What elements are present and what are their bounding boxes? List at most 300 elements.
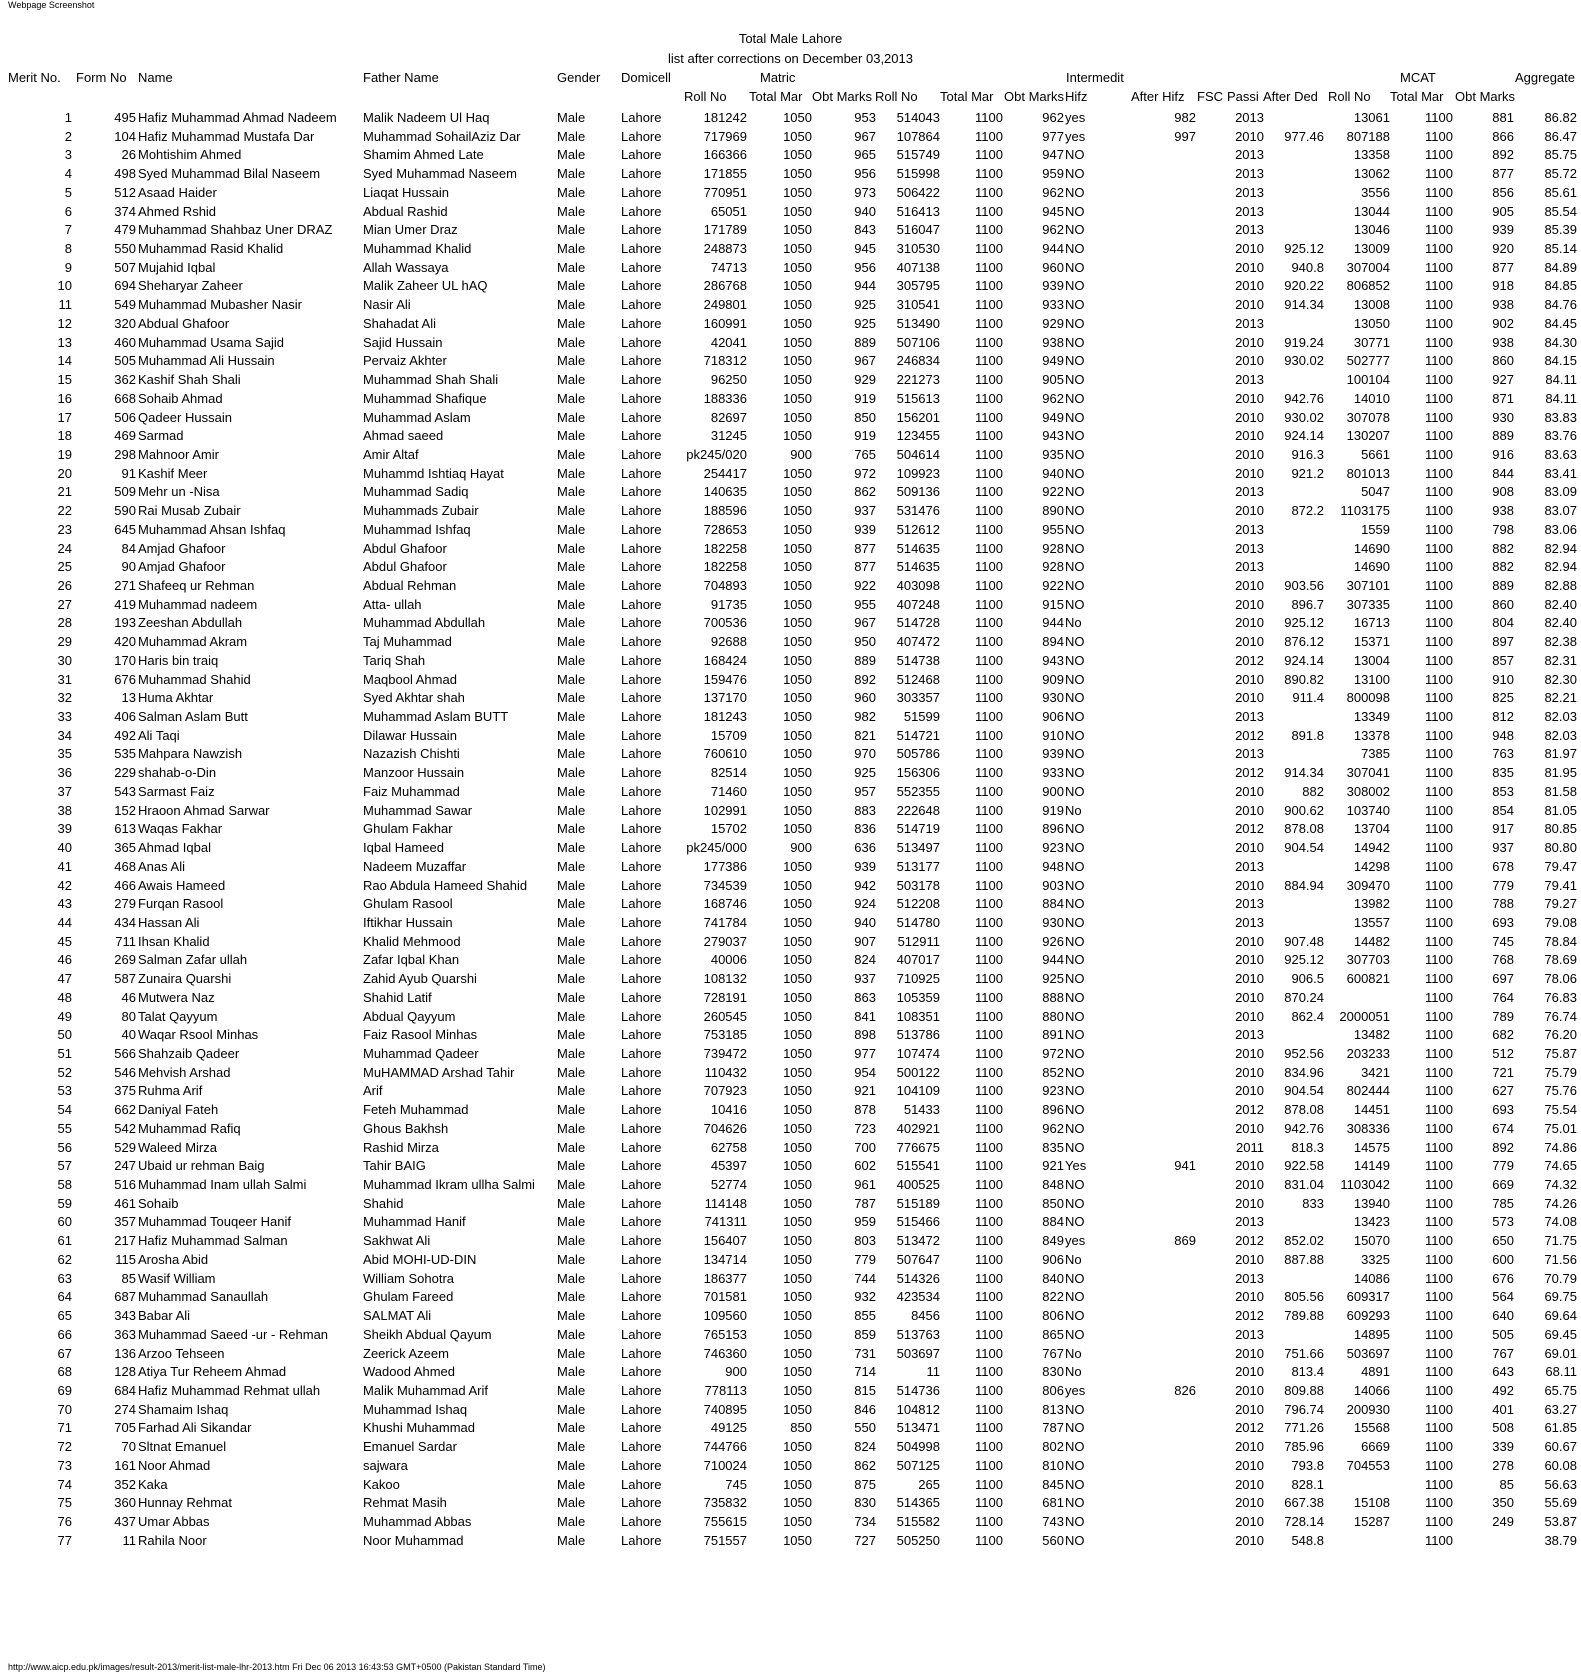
matric-obtained: 924 bbox=[854, 896, 876, 912]
gender: Male bbox=[557, 1139, 586, 1155]
mcat-obtained: 339 bbox=[1492, 1439, 1514, 1455]
domicile: Lahore bbox=[621, 727, 662, 743]
mcat-obtained: 350 bbox=[1492, 1495, 1514, 1511]
merit-no: 28 bbox=[57, 615, 72, 631]
fsc-year: 2013 bbox=[1235, 1270, 1264, 1286]
merit-no: 55 bbox=[57, 1120, 72, 1136]
after-deduction: 919.24 bbox=[1284, 334, 1324, 350]
fsc-year: 2010 bbox=[1235, 1457, 1264, 1473]
inter-total: 1100 bbox=[975, 372, 1003, 388]
form-no: 506 bbox=[114, 409, 136, 425]
matric-obtained: 700 bbox=[854, 1139, 876, 1155]
aggregate: 85.72 bbox=[1544, 166, 1577, 182]
matric-roll-no: 114148 bbox=[704, 1195, 747, 1211]
fsc-year: 2013 bbox=[1235, 147, 1264, 163]
candidate-name: Muhammad Usama Sajid bbox=[138, 334, 284, 350]
mcat-total: 1100 bbox=[1425, 821, 1453, 837]
gender: Male bbox=[557, 1027, 586, 1043]
candidate-name: Muhammad Rafiq bbox=[138, 1120, 241, 1136]
hifz-flag: NO bbox=[1065, 521, 1085, 537]
after-deduction: 903.56 bbox=[1284, 578, 1324, 593]
mcat-obtained: 853 bbox=[1492, 783, 1514, 799]
candidate-name: Muhammad Shahbaz Uner DRAZ bbox=[138, 222, 333, 238]
matric-roll-no: 171855 bbox=[703, 166, 747, 182]
hifz-flag: yes bbox=[1065, 1233, 1086, 1249]
matric-roll-no: 74713 bbox=[710, 259, 747, 275]
fsc-year: 2010 bbox=[1235, 971, 1264, 987]
father-name: Muhammad Aslam bbox=[363, 409, 471, 425]
mcat-roll-no: 13378 bbox=[1353, 727, 1390, 743]
header-matric-total: Total Mar bbox=[749, 89, 803, 104]
inter-roll-no: 505250 bbox=[896, 1532, 940, 1548]
form-no: 535 bbox=[114, 746, 136, 762]
table-row bbox=[0, 896, 1581, 916]
matric-obtained: 950 bbox=[854, 634, 876, 650]
aggregate: 74.65 bbox=[1544, 1158, 1577, 1174]
father-name: Malik Muhammad Arif bbox=[363, 1382, 488, 1398]
mcat-obtained: 908 bbox=[1492, 484, 1514, 500]
fsc-year: 2012 bbox=[1235, 821, 1264, 837]
aggregate: 84.15 bbox=[1544, 353, 1577, 369]
gender: Male bbox=[557, 353, 586, 369]
merit-no: 66 bbox=[57, 1326, 72, 1342]
matric-obtained: 919 bbox=[854, 390, 876, 406]
inter-total: 1100 bbox=[975, 989, 1003, 1005]
matric-total: 1050 bbox=[783, 1139, 812, 1155]
candidate-name: Asaad Haider bbox=[138, 184, 217, 200]
mcat-roll-no: 15108 bbox=[1353, 1495, 1390, 1511]
gender: Male bbox=[557, 1214, 586, 1230]
hifz-flag: NO bbox=[1065, 727, 1085, 743]
matric-roll-no: 62758 bbox=[710, 1139, 747, 1155]
inter-obtained: 880 bbox=[1042, 1008, 1064, 1024]
candidate-name: Qadeer Hussain bbox=[138, 409, 232, 425]
inter-total: 1100 bbox=[975, 1289, 1003, 1305]
table-row bbox=[0, 129, 1581, 149]
inter-obtained: 888 bbox=[1042, 989, 1064, 1005]
matric-roll-no: 279037 bbox=[703, 933, 747, 949]
inter-roll-no: 123455 bbox=[896, 428, 940, 444]
inter-roll-no: 514721 bbox=[896, 727, 940, 743]
mcat-roll-no: 13704 bbox=[1353, 821, 1390, 837]
matric-total: 1050 bbox=[783, 559, 812, 575]
fsc-year: 2010 bbox=[1235, 259, 1264, 275]
mcat-roll-no: 704553 bbox=[1346, 1457, 1390, 1473]
mcat-total: 1100 bbox=[1425, 297, 1453, 313]
father-name: SALMAT Ali bbox=[363, 1308, 432, 1324]
matric-roll-no: 751557 bbox=[703, 1532, 747, 1548]
hifz-flag: NO bbox=[1065, 971, 1085, 987]
inter-total: 1100 bbox=[975, 652, 1003, 668]
merit-no: 71 bbox=[57, 1420, 72, 1436]
father-name: Muhammad Aslam BUTT bbox=[363, 709, 509, 725]
mcat-roll-no: 13423 bbox=[1353, 1214, 1390, 1230]
mcat-obtained: 674 bbox=[1492, 1120, 1514, 1136]
fsc-year: 2013 bbox=[1235, 203, 1264, 219]
after-deduction: 914.34 bbox=[1284, 765, 1324, 781]
hifz-flag: NO bbox=[1065, 1120, 1085, 1136]
domicile: Lahore bbox=[621, 896, 662, 912]
table-row bbox=[0, 934, 1581, 954]
inter-roll-no: 509136 bbox=[896, 484, 940, 500]
matric-total: 1050 bbox=[783, 1046, 812, 1061]
inter-total: 1100 bbox=[975, 222, 1003, 238]
header-merit: Merit No. bbox=[8, 70, 61, 85]
mcat-total: 1100 bbox=[1425, 559, 1453, 575]
inter-total: 1100 bbox=[975, 1027, 1003, 1043]
domicile: Lahore bbox=[621, 540, 662, 556]
mcat-total: 1100 bbox=[1425, 1495, 1453, 1511]
candidate-name: Amjad Ghafoor bbox=[138, 559, 226, 575]
table-row bbox=[0, 559, 1581, 579]
aggregate: 82.31 bbox=[1544, 652, 1577, 668]
inter-total: 1100 bbox=[975, 334, 1003, 350]
merit-no: 72 bbox=[57, 1439, 72, 1455]
mcat-total: 1100 bbox=[1425, 989, 1453, 1005]
inter-total: 1100 bbox=[975, 110, 1003, 125]
hifz-flag: NO bbox=[1065, 559, 1085, 575]
domicile: Lahore bbox=[621, 783, 662, 799]
matric-obtained: 942 bbox=[854, 877, 876, 893]
matric-obtained: 836 bbox=[854, 821, 876, 837]
mcat-obtained: 892 bbox=[1492, 147, 1514, 163]
father-name: Shahid Latif bbox=[363, 989, 432, 1005]
gender: Male bbox=[557, 465, 586, 481]
inter-total: 1100 bbox=[975, 1514, 1003, 1529]
father-name: Rehmat Masih bbox=[363, 1495, 447, 1511]
inter-obtained: 962 bbox=[1042, 222, 1064, 238]
after-deduction: 796.74 bbox=[1284, 1401, 1324, 1417]
after-deduction: 977.46 bbox=[1284, 128, 1324, 144]
inter-total: 1100 bbox=[975, 390, 1003, 406]
father-name: Tahir BAIG bbox=[363, 1158, 426, 1174]
domicile: Lahore bbox=[621, 1401, 662, 1417]
domicile: Lahore bbox=[621, 578, 662, 593]
matric-obtained: 925 bbox=[854, 765, 876, 781]
form-no: 711 bbox=[115, 933, 136, 949]
mcat-roll-no: 14895 bbox=[1353, 1326, 1390, 1342]
inter-obtained: 905 bbox=[1042, 372, 1064, 388]
after-deduction: 890.82 bbox=[1284, 671, 1324, 687]
mcat-roll-no: 309470 bbox=[1346, 877, 1390, 893]
gender: Male bbox=[557, 877, 586, 893]
candidate-name: Furqan Rasool bbox=[138, 896, 224, 912]
hifz-flag: NO bbox=[1065, 222, 1085, 238]
hifz-flag: NO bbox=[1065, 596, 1085, 612]
hifz-flag: yes bbox=[1065, 110, 1086, 125]
merit-no: 41 bbox=[57, 858, 72, 874]
mcat-obtained: 492 bbox=[1492, 1382, 1514, 1398]
mcat-roll-no: 103740 bbox=[1346, 802, 1390, 818]
inter-roll-no: 512468 bbox=[896, 671, 940, 687]
matric-total: 1050 bbox=[783, 540, 812, 556]
merit-no: 74 bbox=[57, 1476, 72, 1492]
fsc-year: 2010 bbox=[1235, 1289, 1264, 1305]
gender: Male bbox=[557, 147, 586, 163]
inter-obtained: 910 bbox=[1042, 727, 1064, 743]
father-name: Muhammad Abbas bbox=[363, 1514, 472, 1529]
inter-obtained: 896 bbox=[1042, 1102, 1064, 1118]
matric-roll-no: 65051 bbox=[710, 203, 747, 219]
matric-roll-no: 755615 bbox=[703, 1514, 747, 1529]
table-row bbox=[0, 1009, 1581, 1029]
table-row bbox=[0, 709, 1581, 729]
candidate-name: Rahila Noor bbox=[138, 1532, 207, 1548]
hifz-flag: NO bbox=[1065, 1514, 1085, 1529]
table-row bbox=[0, 1252, 1581, 1272]
mcat-obtained: 676 bbox=[1492, 1270, 1514, 1286]
candidate-name: Zeeshan Abdullah bbox=[138, 615, 243, 631]
fsc-year: 2012 bbox=[1235, 765, 1264, 781]
form-no: 279 bbox=[114, 896, 136, 912]
father-name: Abdul Ghafoor bbox=[363, 540, 447, 556]
mcat-obtained: 920 bbox=[1492, 241, 1514, 257]
inter-roll-no: 11 bbox=[926, 1364, 940, 1380]
father-name: Rao Abdula Hameed Shahid bbox=[363, 877, 528, 893]
after-deduction: 921.2 bbox=[1291, 465, 1324, 481]
inter-total: 1100 bbox=[975, 1420, 1003, 1436]
matric-roll-no: 96250 bbox=[710, 372, 747, 388]
gender: Male bbox=[557, 821, 586, 837]
inter-obtained: 813 bbox=[1042, 1401, 1064, 1417]
form-no: 566 bbox=[114, 1046, 136, 1061]
inter-total: 1100 bbox=[975, 1476, 1003, 1492]
matric-total: 1050 bbox=[783, 1326, 812, 1342]
matric-obtained: 957 bbox=[854, 783, 876, 799]
mcat-roll-no: 5661 bbox=[1361, 446, 1390, 462]
matric-obtained: 877 bbox=[854, 559, 876, 575]
gender: Male bbox=[557, 1476, 586, 1492]
matric-total: 1050 bbox=[783, 1064, 812, 1080]
mcat-obtained: 779 bbox=[1492, 1158, 1514, 1174]
matric-obtained: 815 bbox=[854, 1382, 876, 1398]
mcat-total: 1100 bbox=[1425, 615, 1453, 631]
candidate-name: Sltnat Emanuel bbox=[138, 1439, 227, 1455]
candidate-name: Hraoon Ahmad Sarwar bbox=[138, 802, 270, 818]
matric-obtained: 714 bbox=[854, 1364, 876, 1380]
matric-obtained: 892 bbox=[854, 671, 876, 687]
merit-no: 58 bbox=[57, 1177, 72, 1193]
matric-roll-no: 765153 bbox=[703, 1326, 747, 1342]
gender: Male bbox=[557, 858, 586, 874]
mcat-total: 1100 bbox=[1425, 1120, 1453, 1136]
table-row bbox=[0, 110, 1581, 130]
aggregate: 75.76 bbox=[1544, 1083, 1577, 1099]
inter-obtained: 933 bbox=[1042, 297, 1064, 313]
header-domicile: Domicell bbox=[621, 70, 671, 85]
inter-roll-no: 512208 bbox=[896, 896, 940, 912]
mcat-total: 1100 bbox=[1425, 1457, 1453, 1473]
matric-total: 1050 bbox=[783, 241, 812, 257]
gender: Male bbox=[557, 1439, 586, 1455]
domicile: Lahore bbox=[621, 1120, 662, 1136]
inter-obtained: 681 bbox=[1042, 1495, 1064, 1511]
mcat-obtained: 401 bbox=[1492, 1401, 1514, 1417]
domicile: Lahore bbox=[621, 559, 662, 575]
inter-total: 1100 bbox=[975, 1214, 1003, 1230]
mcat-roll-no: 308336 bbox=[1346, 1120, 1390, 1136]
candidate-name: Shafeeq ur Rehman bbox=[138, 578, 255, 593]
mcat-obtained: 882 bbox=[1492, 559, 1514, 575]
form-no: 694 bbox=[114, 278, 136, 294]
candidate-name: Muhammad Touqeer Hanif bbox=[138, 1214, 291, 1230]
fsc-year: 2010 bbox=[1235, 446, 1264, 462]
form-no: 343 bbox=[114, 1308, 136, 1324]
domicile: Lahore bbox=[621, 1289, 662, 1305]
matric-total: 1050 bbox=[783, 1289, 812, 1305]
aggregate: 74.08 bbox=[1544, 1214, 1577, 1230]
fsc-year: 2013 bbox=[1235, 1326, 1264, 1342]
matric-total: 1050 bbox=[783, 1308, 812, 1324]
father-name: Muhammad Sadiq bbox=[363, 484, 469, 500]
inter-roll-no: 222648 bbox=[896, 802, 940, 818]
hifz-flag: No bbox=[1065, 1364, 1082, 1380]
father-name: Faiz Rasool Minhas bbox=[363, 1027, 478, 1043]
candidate-name: Salman Zafar ullah bbox=[138, 952, 248, 968]
matric-obtained: 846 bbox=[854, 1401, 876, 1417]
after-deduction: 667.38 bbox=[1284, 1495, 1324, 1511]
merit-no: 5 bbox=[64, 184, 72, 200]
mcat-obtained: 881 bbox=[1492, 110, 1514, 125]
mcat-roll-no: 15287 bbox=[1353, 1514, 1390, 1529]
mcat-total: 1100 bbox=[1425, 409, 1453, 425]
inter-total: 1100 bbox=[975, 315, 1003, 331]
header-name: Name bbox=[138, 70, 173, 85]
mcat-roll-no: 16713 bbox=[1353, 615, 1390, 631]
aggregate: 78.84 bbox=[1544, 933, 1577, 949]
inter-obtained: 945 bbox=[1042, 203, 1064, 219]
matric-total: 1050 bbox=[783, 652, 812, 668]
table-row bbox=[0, 1514, 1581, 1534]
fsc-year: 2012 bbox=[1235, 727, 1264, 743]
domicile: Lahore bbox=[621, 1083, 662, 1099]
merit-no: 60 bbox=[57, 1214, 72, 1230]
inter-total: 1100 bbox=[975, 1008, 1003, 1024]
domicile: Lahore bbox=[621, 1326, 662, 1342]
form-no: 375 bbox=[114, 1083, 136, 1099]
merit-no: 76 bbox=[57, 1514, 72, 1529]
domicile: Lahore bbox=[621, 484, 662, 500]
aggregate: 84.89 bbox=[1544, 259, 1577, 275]
form-no: 479 bbox=[114, 222, 136, 238]
gender: Male bbox=[557, 409, 586, 425]
candidate-name: Rai Musab Zubair bbox=[138, 503, 241, 519]
fsc-year: 2010 bbox=[1235, 128, 1264, 144]
father-name: Muhammad Sawar bbox=[363, 802, 473, 818]
matric-total: 1050 bbox=[783, 1345, 812, 1361]
mcat-total: 1100 bbox=[1425, 147, 1453, 163]
matric-roll-no: 188596 bbox=[703, 503, 747, 519]
mcat-obtained: 897 bbox=[1492, 634, 1514, 650]
merit-no: 2 bbox=[64, 128, 72, 144]
inter-obtained: 806 bbox=[1042, 1308, 1064, 1324]
matric-roll-no: 741311 bbox=[704, 1214, 747, 1230]
table-row bbox=[0, 1233, 1581, 1253]
matric-roll-no: 735832 bbox=[703, 1495, 747, 1511]
mcat-roll-no: 13044 bbox=[1353, 203, 1390, 219]
mcat-obtained: 764 bbox=[1492, 989, 1514, 1005]
inter-roll-no: 310541 bbox=[896, 297, 940, 313]
form-no: 217 bbox=[114, 1233, 136, 1249]
form-no: 26 bbox=[121, 147, 136, 163]
aggregate: 84.11 bbox=[1545, 372, 1577, 388]
candidate-name: Syed Muhammad Bilal Naseem bbox=[138, 166, 321, 182]
fsc-year: 2012 bbox=[1235, 652, 1264, 668]
aggregate: 85.54 bbox=[1544, 203, 1577, 219]
inter-roll-no: 513786 bbox=[896, 1027, 940, 1043]
inter-roll-no: 776675 bbox=[896, 1139, 940, 1155]
inter-roll-no: 402921 bbox=[896, 1120, 940, 1136]
matric-total: 1050 bbox=[783, 709, 812, 725]
after-deduction: 942.76 bbox=[1284, 1120, 1324, 1136]
table-row bbox=[0, 878, 1581, 898]
gender: Male bbox=[557, 184, 586, 200]
inter-roll-no: 710925 bbox=[896, 971, 940, 987]
matric-total: 850 bbox=[790, 1420, 812, 1436]
inter-obtained: 810 bbox=[1042, 1457, 1064, 1473]
gender: Male bbox=[557, 933, 586, 949]
after-deduction: 896.7 bbox=[1291, 596, 1324, 612]
inter-total: 1100 bbox=[975, 1270, 1003, 1286]
after-deduction: 805.56 bbox=[1284, 1289, 1324, 1305]
candidate-name: Muhammad nadeem bbox=[138, 596, 258, 612]
mcat-total: 1100 bbox=[1425, 1514, 1453, 1529]
mcat-total: 1100 bbox=[1425, 952, 1453, 968]
merit-no: 68 bbox=[57, 1364, 72, 1380]
gender: Male bbox=[557, 128, 586, 144]
mcat-total: 1100 bbox=[1425, 877, 1453, 893]
father-name: Zafar Iqbal Khan bbox=[363, 952, 460, 968]
fsc-year: 2010 bbox=[1235, 1008, 1264, 1024]
matric-obtained: 940 bbox=[854, 914, 876, 930]
merit-no: 57 bbox=[57, 1158, 72, 1174]
mcat-roll-no: 3421 bbox=[1361, 1064, 1390, 1080]
inter-roll-no: 514635 bbox=[896, 559, 940, 575]
form-no: 269 bbox=[114, 952, 136, 968]
matric-obtained: 937 bbox=[854, 971, 876, 987]
matric-obtained: 787 bbox=[854, 1195, 876, 1211]
hifz-flag: NO bbox=[1065, 1439, 1085, 1455]
form-no: 193 bbox=[114, 615, 136, 631]
matric-obtained: 919 bbox=[854, 428, 876, 444]
hifz-flag: NO bbox=[1065, 184, 1085, 200]
hifz-flag: NO bbox=[1065, 1476, 1085, 1492]
gender: Male bbox=[557, 1251, 586, 1267]
father-name: Wadood Ahmed bbox=[363, 1364, 456, 1380]
merit-no: 27 bbox=[57, 596, 72, 612]
mcat-roll-no: 3325 bbox=[1361, 1251, 1390, 1267]
matric-obtained: 939 bbox=[854, 521, 876, 537]
hifz-flag: NO bbox=[1065, 372, 1085, 388]
header-aggregate: Aggregate bbox=[1515, 70, 1575, 85]
mcat-obtained: 917 bbox=[1492, 821, 1514, 837]
mcat-obtained: 643 bbox=[1492, 1364, 1514, 1380]
matric-total: 1050 bbox=[783, 1158, 812, 1174]
table-row bbox=[0, 1477, 1581, 1497]
merit-no: 54 bbox=[57, 1102, 72, 1118]
domicile: Lahore bbox=[621, 1476, 662, 1492]
fsc-year: 2010 bbox=[1235, 877, 1264, 893]
header-after-hifz: After Hifz bbox=[1131, 89, 1185, 104]
mcat-roll-no: 200930 bbox=[1346, 1401, 1390, 1417]
table-row bbox=[0, 653, 1581, 673]
matric-total: 1050 bbox=[783, 1382, 812, 1398]
after-deduction: 930.02 bbox=[1284, 409, 1324, 425]
candidate-name: Sarmast Faiz bbox=[138, 783, 215, 799]
matric-total: 1050 bbox=[783, 690, 812, 706]
domicile: Lahore bbox=[621, 184, 662, 200]
inter-total: 1100 bbox=[975, 858, 1003, 874]
